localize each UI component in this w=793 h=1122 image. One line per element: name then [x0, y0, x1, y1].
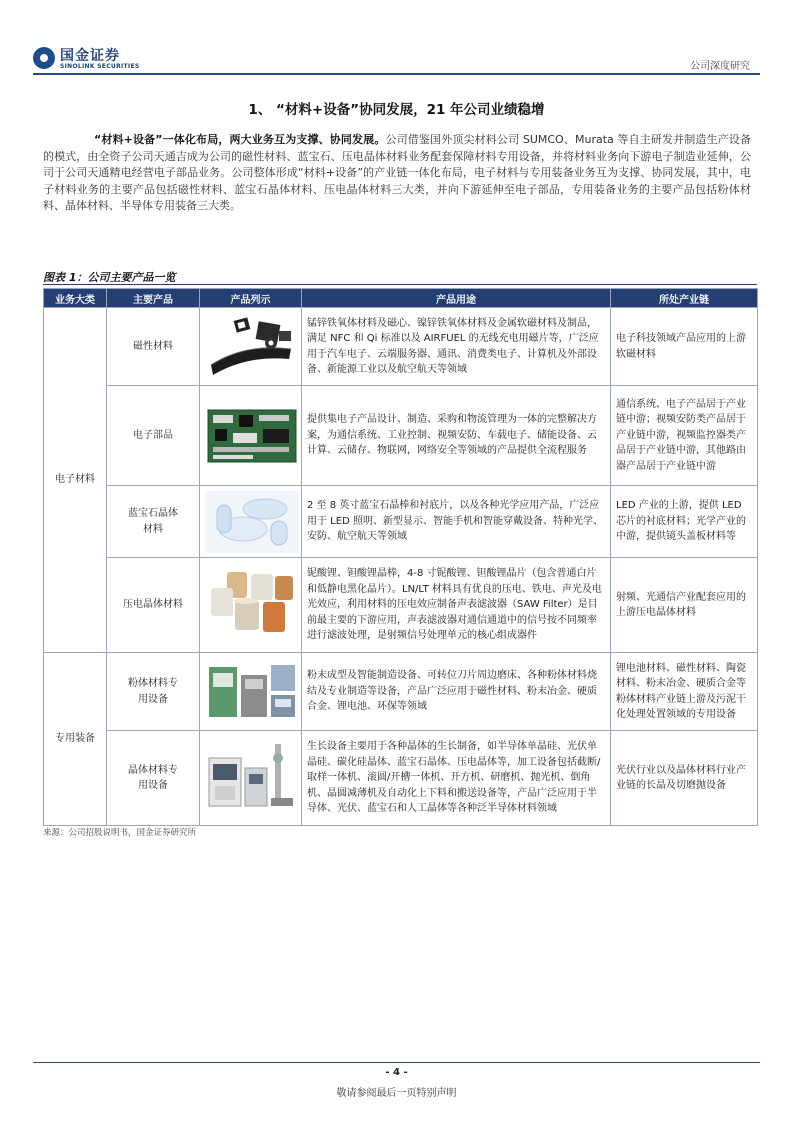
usage-cell: 2 至 8 英寸蓝宝石晶棒和衬底片，以及各种光学应用产品，广泛应用于 LED 照明、新型显示、智能手机和智能穿戴设备、特种光学、安防、航空航天等领域 — [302, 486, 611, 558]
product-image-cell — [200, 308, 302, 386]
usage-cell: 生长设备主要用于各种晶体的生长制备，如半导体单晶硅、光伏单晶硅、碳化硅晶体、蓝宝石晶体、压电晶体等，加工设备包括截断/取样一体机、滚圆/开槽一体机、开方机、研磨机、抛光机、倒角机、晶圆减薄机及自动化上下料和搬送设备等，产品广泛应用于半导体、光伏、蓝宝石和人工晶体等各种泛半导体材料领域 — [302, 731, 611, 826]
table-row — [44, 386, 758, 486]
usage-cell: 粉末成型及智能制造设备、可转位刀片周边磨床、各种粉体材料烧结及专业制造等设备，产品广泛应用于磁性材料、粉末冶金、硬质合金、锂电池、环保等领域 — [302, 653, 611, 731]
product-image-cell — [200, 558, 302, 653]
table-row — [44, 308, 758, 386]
product-cell — [107, 731, 200, 826]
usage-cell: 锰锌铁氧体材料及磁心、镍锌铁氧体材料及金属软磁材料及制品，满足 NFC 和 Qi 标准以及 AIRFUEL 的无线充电用磁片等，广泛应用于汽车电子、云端服务器、通讯、消费类电子、计算机及外部设备、新能源工业以及航空航天等领域 — [302, 308, 611, 386]
chain-cell: 射频、光通信产业配套应用的上游压电晶体材料 — [611, 558, 758, 653]
paragraph-body: 公司借鉴国外顶尖材料公司 SUMCO、Murata 等自主研发并制造生产设备的模式，由全资子公司天通吉成为公司的磁性材料、蓝宝石、压电晶体材料业务配套保障材料专用设备，并将材料业务向下游电子制造业延伸，公司于公司天通精电经营电子部品业务。公司整体形成“材料+设备”的产业链一体化布局，电子材料与专用装备业务互为支撑、协同发展，其中，电子材料业务的主要产品包括磁性材料、蓝宝石晶体材料、压电晶体材料三大类，并向下游延伸至电子部品，专用装备业务的主要产品包括粉体材料、晶体材料、半导体专用装备三大类。 — [43, 133, 751, 213]
products-table — [43, 288, 758, 826]
chain-cell: 锂电池材料、磁性材料、陶瓷材料、粉末冶金、硬质合金等粉体材料产业链上游及污泥干化处理处置领域的专用设备 — [611, 653, 758, 731]
product-cell: 压电晶体材料 — [107, 558, 200, 653]
category-cell: 电子材料 — [44, 308, 107, 653]
figure-title: 图表 1：公司主要产品一览 — [43, 271, 176, 284]
magnetic-materials-image — [205, 313, 299, 381]
page-number: - 4 - — [385, 1067, 408, 1078]
product-image-cell — [200, 386, 302, 486]
crystal-equipment-image — [205, 738, 299, 818]
powder-equipment-image — [205, 661, 299, 723]
chain-cell: 光伏行业以及晶体材料行业产业链的长晶及切磨抛设备 — [611, 731, 758, 826]
product-cell: 磁性材料 — [107, 308, 200, 386]
table-row — [44, 558, 758, 653]
header-divider — [33, 73, 760, 75]
source-note: 来源：公司招股说明书，国金证券研究所 — [43, 828, 197, 838]
chain-cell: 电子科技领域产品应用的上游软磁材料 — [611, 308, 758, 386]
circuit-board-image — [205, 407, 299, 465]
product-image-cell — [200, 653, 302, 731]
product-cell-text: 蓝宝石晶体材料 — [128, 508, 178, 535]
logo-english-name: SINOLINK SECURITIES — [60, 63, 140, 70]
table-header-row — [44, 289, 758, 308]
category-cell: 专用装备 — [44, 653, 107, 826]
usage-cell: 提供集电子产品设计、制造、采购和物流管理为一体的完整解决方案，为通信系统、工业控制、视频安防、车载电子、储能设备、云计算、云储存、物联网，网络安全等领域的产品提供全流程服务 — [302, 386, 611, 486]
product-cell-text: 粉体材料专用设备 — [128, 678, 178, 705]
table-row — [44, 486, 758, 558]
chain-cell: 通信系统、电子产品居于产业链中游；视频安防类产品居于产业链中游，视频监控器类产品居于产业链中游，其他路由器产品居于产业链中游 — [611, 386, 758, 486]
usage-cell: 铌酸锂、钽酸锂晶棒，4-8 寸铌酸锂、钽酸锂晶片（包含普通白片和低静电黑化晶片）。LN/LT 材料具有优良的压电、铁电、声光及电光效应，利用材料的压电效应制备声表滤波器（SAW Filter）是目前最主要的下游应用，声表滤波器对通信通道中的信号按不同频率进行滤波处理，是射频信号处理单元的核心组成器件 — [302, 558, 611, 653]
piezo-wafer-image — [205, 570, 299, 640]
header-chain: 所处产业链 — [611, 289, 758, 308]
body-paragraph — [43, 132, 751, 215]
logo-chinese-name: 国金证券 — [60, 48, 120, 64]
paragraph-lead: “材料+设备”一体化布局，两大业务互为支撑、协同发展。 — [93, 133, 386, 146]
product-image-cell — [200, 486, 302, 558]
report-type: 公司深度研究 — [690, 61, 750, 72]
product-cell: 电子部品 — [107, 386, 200, 486]
product-cell — [107, 486, 200, 558]
product-cell-text: 晶体材料专用设备 — [128, 764, 178, 791]
header-category: 业务大类 — [44, 289, 107, 308]
header-usage: 产品用途 — [302, 289, 611, 308]
logo-icon — [33, 47, 55, 69]
header-image: 产品列示 — [200, 289, 302, 308]
footer-divider — [33, 1062, 760, 1063]
chain-cell: LED 产业的上游，提供 LED 芯片的衬底材料；光学产业的中游，提供镜头盖板材料等 — [611, 486, 758, 558]
table-row — [44, 731, 758, 826]
figure-divider — [43, 284, 757, 285]
header-product: 主要产品 — [107, 289, 200, 308]
product-cell — [107, 653, 200, 731]
sapphire-image — [205, 491, 299, 553]
product-image-cell — [200, 731, 302, 826]
disclaimer-note: 敬请参阅最后一页特别声明 — [336, 1088, 457, 1099]
table-row — [44, 653, 758, 731]
section-title: 1、 “材料+设备”协同发展，21 年公司业绩稳增 — [248, 102, 545, 118]
